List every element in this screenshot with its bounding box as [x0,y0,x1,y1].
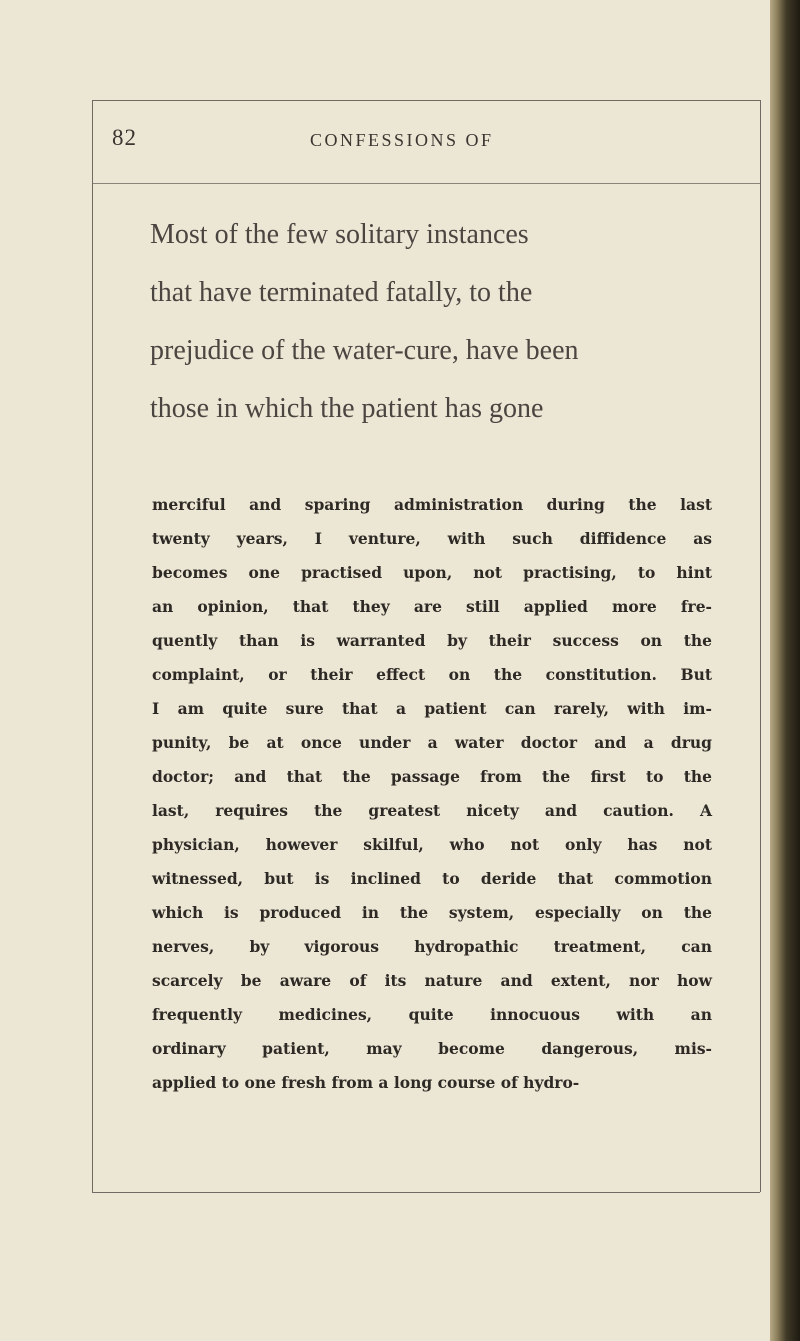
body-line: frequently medicines, quite innocuous with an [152,1005,712,1024]
body-line: quently than is warranted by their success on the [152,631,712,650]
frame-right-rule [760,100,761,1192]
body-line: witnessed, but is inclined to deride that commotion [152,869,712,888]
body-line: nerves, by vigorous hydropathic treatment, can [152,937,712,956]
body-line: applied to one fresh from a long course of hydro- [152,1073,580,1092]
frame-left-rule [92,100,93,1192]
header-rule [92,183,760,184]
body-line: complaint, or their effect on the constitution. But [152,665,712,684]
body-line: which is produced in the system, especially on the [152,903,712,922]
book-edge [770,0,800,1341]
inset-line: Most of the few solitary instances [150,219,529,250]
body-line: last, requires the greatest nicety and caution. A [152,801,712,820]
frame-top-rule [92,100,760,101]
body-line: scarcely be aware of its nature and extent, nor how [152,971,712,990]
inset-line: prejudice of the water-cure, have been [150,335,579,366]
body-line: ordinary patient, may become dangerous, mis- [152,1039,712,1058]
body-line: I am quite sure that a patient can rarely, with im- [152,699,712,718]
frame-bottom-rule [92,1192,760,1193]
page-number: 82 [112,125,137,150]
body-line: punity, be at once under a water doctor and a drug [152,733,712,752]
body-line: twenty years, I venture, with such diffidence as [152,529,712,548]
body-line: merciful and sparing administration during the last [152,495,712,514]
inset-line: those in which the patient has gone [150,393,544,424]
body-line: physician, however skilful, who not only has not [152,835,712,854]
inset-text-block [150,206,740,438]
inset-line: that have terminated fatally, to the [150,277,533,308]
body-line: an opinion, that they are still applied more fre- [152,597,712,616]
body-line: doctor; and that the passage from the first to the [152,767,712,786]
running-head: CONFESSIONS OF [310,130,494,150]
body-text-block [152,488,712,1100]
body-line: becomes one practised upon, not practising, to hint [152,563,712,582]
